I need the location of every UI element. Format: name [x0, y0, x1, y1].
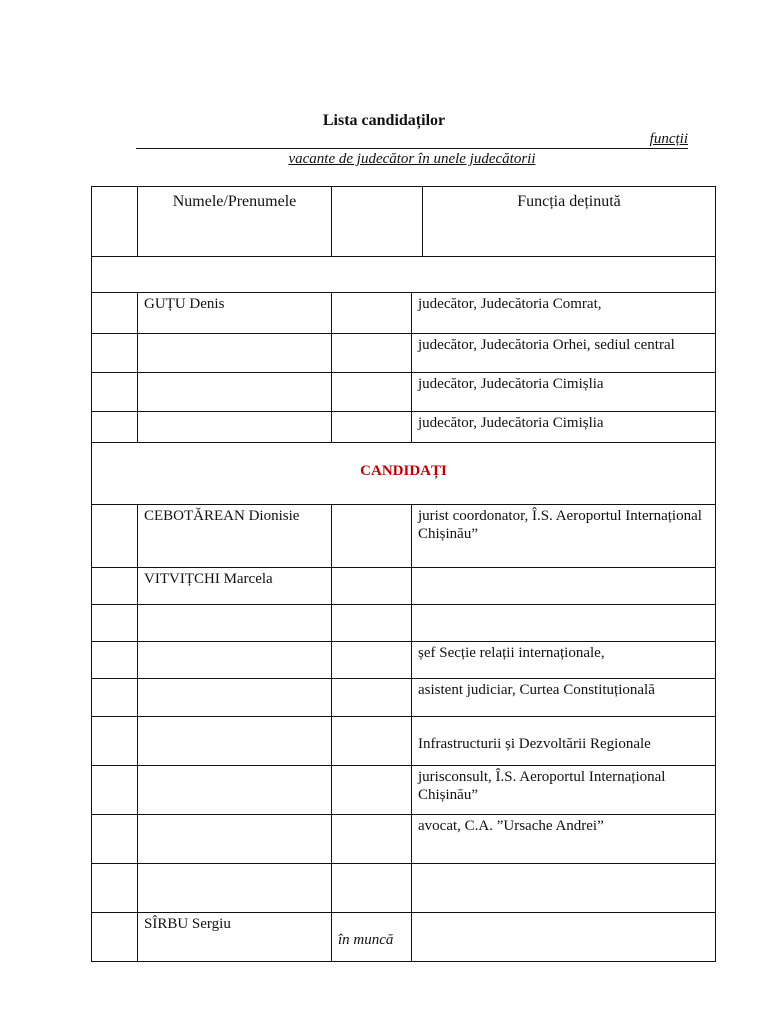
g2-row9-function — [412, 864, 715, 912]
g1-row1-function: judecător, Judecătoria Comrat, — [418, 296, 602, 312]
g2-row4-name — [138, 642, 331, 678]
g2-row8-name — [138, 815, 331, 863]
g2-row1-name: CEBOTĂREAN Dionisie — [144, 508, 300, 524]
g1-row1-name: GUȚU Denis — [144, 296, 225, 312]
g1-row4-function: judecător, Judecătoria Cimișlia — [418, 415, 604, 431]
g2-row6-function: Infrastructurii și Dezvoltării Regionale — [418, 736, 651, 752]
g2-row5-name — [138, 679, 331, 716]
g1-row2-name — [138, 334, 331, 372]
header-function-column: Funcția deținută — [517, 193, 621, 210]
g2-row7-function: jurisconsult, Î.S. Aeroportul Internațional Chișinău” — [418, 769, 666, 803]
g2-row3-name — [138, 605, 331, 641]
document-title: Lista candidaților — [322, 112, 446, 129]
g2-row10-name: SÎRBU Sergiu — [144, 916, 231, 932]
g2-row2-name: VITVIȚCHI Marcela — [144, 571, 273, 587]
g2-row1-function: jurist coordonator, Î.S. Aeroportul Internațional Chișinău” — [418, 508, 702, 542]
header-name-column: Numele/Prenumele — [172, 193, 297, 210]
g1-row3-function: judecător, Judecătoria Cimișlia — [418, 376, 604, 392]
g1-row3-name — [138, 373, 331, 411]
g2-row4-function: șef Secție relații internaționale, — [418, 645, 605, 661]
g2-row3-function — [412, 605, 715, 641]
g2-row10-status: în muncă — [338, 932, 394, 948]
g1-row4-name — [138, 412, 331, 442]
g1-row2-function: judecător, Judecătoria Orhei, sediul central — [418, 337, 675, 353]
section-candidates-title: CANDIDAȚI — [360, 463, 447, 479]
g2-row7-name — [138, 766, 331, 814]
g2-row6-name — [138, 717, 331, 765]
document-subtitle-line2: vacante de judecător în unele judecătorii — [288, 151, 536, 167]
g2-row8-function: avocat, C.A. ”Ursache Andrei” — [418, 818, 604, 834]
g2-row5-function: asistent judiciar, Curtea Constituțională — [418, 682, 655, 698]
g2-row9-name — [138, 864, 331, 912]
document-subtitle-line1: funcții — [649, 131, 688, 147]
g2-row10-function — [412, 913, 715, 961]
g2-row2-function — [412, 568, 715, 604]
